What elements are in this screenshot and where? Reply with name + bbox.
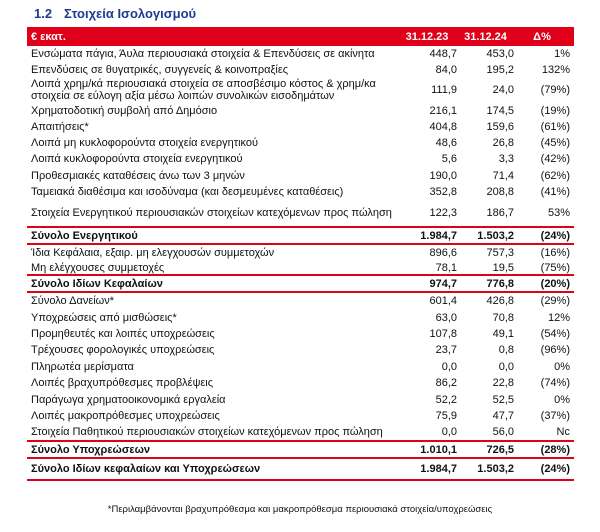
value-2024: 3,3	[498, 153, 514, 165]
row-label: Μη ελέγχουσες συμμετοχές	[31, 261, 165, 274]
change-percent: (29%)	[540, 295, 570, 307]
value-2024: 26,8	[492, 137, 514, 149]
row-label: Απαιτήσεις*	[31, 121, 89, 133]
value-2024: 453,0	[486, 48, 514, 60]
row-label: Σύνολο Ενεργητικού	[31, 229, 138, 242]
value-2023: 63,0	[435, 311, 457, 324]
value-2024: 22,8	[492, 377, 514, 389]
row-label: Προμηθευτές και λοιπές υποχρεώσεις	[31, 328, 215, 340]
table-row	[27, 358, 574, 375]
table-row	[27, 391, 574, 408]
row-label: Τρέχουσες φορολογικές υποχρεώσεις	[31, 344, 215, 356]
value-2024: 24,0	[492, 84, 514, 96]
change-percent: Nc	[556, 426, 570, 438]
value-2023: 1.010,1	[420, 443, 457, 456]
total-row	[27, 226, 574, 245]
table-row	[27, 309, 574, 326]
change-percent: (74%)	[540, 377, 570, 389]
value-2024: 208,8	[486, 186, 514, 198]
row-label: Στοιχεία Παθητικού περιουσιακών στοιχείων κατεχόμενων προς πώληση	[31, 426, 383, 438]
value-2024: 71,4	[492, 169, 514, 182]
value-2024: 19,5	[492, 261, 514, 274]
value-2024: 776,8	[486, 277, 514, 290]
value-2023: 52,2	[435, 393, 457, 406]
row-label: Χρηματοδοτική συμβολή από Δημόσιο	[31, 105, 218, 117]
table-row	[27, 103, 574, 119]
header-2023: 31.12.23	[405, 30, 449, 43]
change-percent: 132%	[541, 63, 570, 76]
value-2023: 75,9	[435, 410, 457, 422]
value-2023: 190,0	[429, 169, 457, 182]
value-2023: 216,1	[429, 105, 457, 117]
value-2023: 352,8	[429, 186, 457, 198]
table-row	[27, 375, 574, 391]
value-2024: 726,5	[486, 443, 514, 456]
value-2023: 1.984,7	[420, 463, 457, 475]
header-2024: 31.12.24	[464, 30, 507, 43]
row-label: Στοιχεία Ενεργητικού περιουσιακών στοιχείων κατεχόμενων προς πώληση	[31, 207, 392, 219]
value-2023: 122,3	[429, 207, 457, 219]
table-row	[27, 245, 574, 261]
change-percent: (20%)	[540, 277, 570, 290]
change-percent: (24%)	[540, 229, 570, 242]
change-percent: (42%)	[540, 153, 570, 165]
change-percent: (96%)	[540, 344, 570, 356]
total-row	[27, 274, 574, 293]
change-percent: (37%)	[540, 410, 570, 422]
value-2024: 52,5	[492, 393, 514, 406]
change-percent: 1%	[554, 48, 570, 60]
table-row	[27, 424, 574, 440]
value-2023: 601,4	[429, 295, 457, 307]
table-row	[27, 342, 574, 358]
table-row	[27, 261, 574, 274]
value-2024: 195,2	[486, 63, 514, 76]
value-2023: 896,6	[429, 247, 457, 259]
value-2023: 974,7	[429, 277, 457, 290]
change-percent: 0%	[554, 393, 570, 406]
value-2023: 48,6	[435, 137, 457, 149]
change-percent: 53%	[547, 207, 570, 219]
section-number: 1.2	[34, 6, 53, 21]
change-percent: (75%)	[540, 261, 570, 274]
footnote: *Περιλαμβάνονται βραχυπρόθεσμα και μακροπρόθεσμα περιουσιακά στοιχεία/υποχρεώσεις	[107, 504, 493, 515]
total-row	[27, 457, 574, 481]
row-label: Λοιπά χρημ/κά περιουσιακά στοιχεία σε αποσβέσιμο κόστος & χρημ/κα στοιχεία σε εύλογη αξία μέσω λοιπών συνολικών εισοδημάτων	[31, 78, 376, 102]
value-2024: 49,1	[492, 328, 514, 340]
table-body	[27, 46, 574, 481]
change-percent: (61%)	[540, 121, 570, 133]
change-percent: (62%)	[540, 169, 570, 182]
total-row	[27, 440, 574, 457]
table-row	[27, 151, 574, 167]
header-unit: € εκατ.	[31, 30, 66, 43]
section-title	[34, 6, 196, 21]
value-2024: 186,7	[486, 207, 514, 219]
change-percent: (24%)	[540, 463, 570, 475]
change-percent: (54%)	[540, 328, 570, 340]
value-2023: 0,0	[441, 426, 457, 438]
value-2024: 757,3	[486, 247, 514, 259]
row-label: Σύνολο Υποχρεώσεων	[31, 443, 150, 456]
change-percent: (79%)	[540, 84, 570, 96]
value-2023: 107,8	[429, 328, 457, 340]
value-2024: 1.503,2	[477, 229, 514, 242]
change-percent: (45%)	[540, 137, 570, 149]
value-2023: 23,7	[435, 344, 457, 356]
row-label: Σύνολο Ιδίων Κεφαλαίων	[31, 277, 163, 290]
header-change: Δ%	[533, 30, 551, 43]
value-2024: 47,7	[492, 410, 514, 422]
table-row	[27, 293, 574, 309]
table-row	[27, 46, 574, 62]
value-2023: 0,0	[441, 360, 457, 373]
row-label: Ίδια Κεφάλαια, εξαιρ. μη ελεγχουσών συμμετοχών	[31, 247, 275, 259]
table-row	[27, 77, 574, 103]
row-label: Λοιπές μακροπρόθεσμες υποχρεώσεις	[31, 410, 220, 422]
value-2023: 404,8	[429, 121, 457, 133]
table-row	[27, 408, 574, 424]
balance-sheet-table	[27, 27, 574, 481]
value-2023: 5,6	[441, 153, 457, 165]
change-percent: (28%)	[540, 443, 570, 456]
row-label: Παράγωγα χρηματοοικονομικά εργαλεία	[31, 393, 226, 406]
table-header	[27, 27, 574, 46]
row-label: Επενδύσεις σε θυγατρικές, συγγενείς & κοινοπραξίες	[31, 63, 289, 76]
row-label: Λοιπά κυκλοφορούντα στοιχεία ενεργητικού	[31, 153, 243, 165]
change-percent: 0%	[554, 360, 570, 373]
value-2024: 0,8	[498, 344, 514, 356]
row-label: Σύνολο Δανείων*	[31, 295, 115, 307]
change-percent: (16%)	[540, 247, 570, 259]
value-2023: 86,2	[435, 377, 457, 389]
value-2023: 84,0	[435, 63, 457, 76]
row-label: Ενσώματα πάγια, Άυλα περιουσιακά στοιχεία & Επενδύσεις σε ακίνητα	[31, 48, 375, 60]
value-2023: 1.984,7	[420, 229, 457, 242]
table-row	[27, 135, 574, 151]
value-2024: 426,8	[486, 295, 514, 307]
change-percent: 12%	[547, 311, 570, 324]
table-row	[27, 119, 574, 135]
row-label: Ταμειακά διαθέσιμα και ισοδύναμα (και δεσμευμένες καταθέσεις)	[31, 186, 344, 198]
table-row	[27, 200, 574, 226]
value-2023: 448,7	[429, 48, 457, 60]
value-2024: 174,5	[486, 105, 514, 117]
table-row	[27, 62, 574, 77]
row-label: Λοιπές βραχυπρόθεσμες προβλέψεις	[31, 377, 214, 389]
row-label: Πληρωτέα μερίσματα	[31, 360, 134, 373]
value-2023: 78,1	[435, 261, 457, 274]
row-label: Υποχρεώσεις από μισθώσεις*	[31, 311, 177, 324]
value-2024: 0,0	[498, 360, 514, 373]
table-row	[27, 167, 574, 184]
value-2024: 70,8	[492, 311, 514, 324]
table-row	[27, 326, 574, 342]
value-2024: 56,0	[492, 426, 514, 438]
row-label: Λοιπά μη κυκλοφορούντα στοιχεία ενεργητικού	[31, 137, 259, 149]
value-2023: 111,9	[431, 84, 457, 96]
row-label: Προθεσμιακές καταθέσεις άνω των 3 μηνών	[31, 169, 245, 182]
section-heading: Στοιχεία Ισολογισμού	[64, 6, 197, 21]
change-percent: (41%)	[540, 186, 570, 198]
table-row	[27, 184, 574, 200]
change-percent: (19%)	[540, 105, 570, 117]
value-2024: 1.503,2	[477, 463, 514, 475]
value-2024: 159,6	[486, 121, 514, 133]
row-label: Σύνολο Ιδίων κεφαλαίων και Υποχρεώσεων	[31, 463, 261, 475]
